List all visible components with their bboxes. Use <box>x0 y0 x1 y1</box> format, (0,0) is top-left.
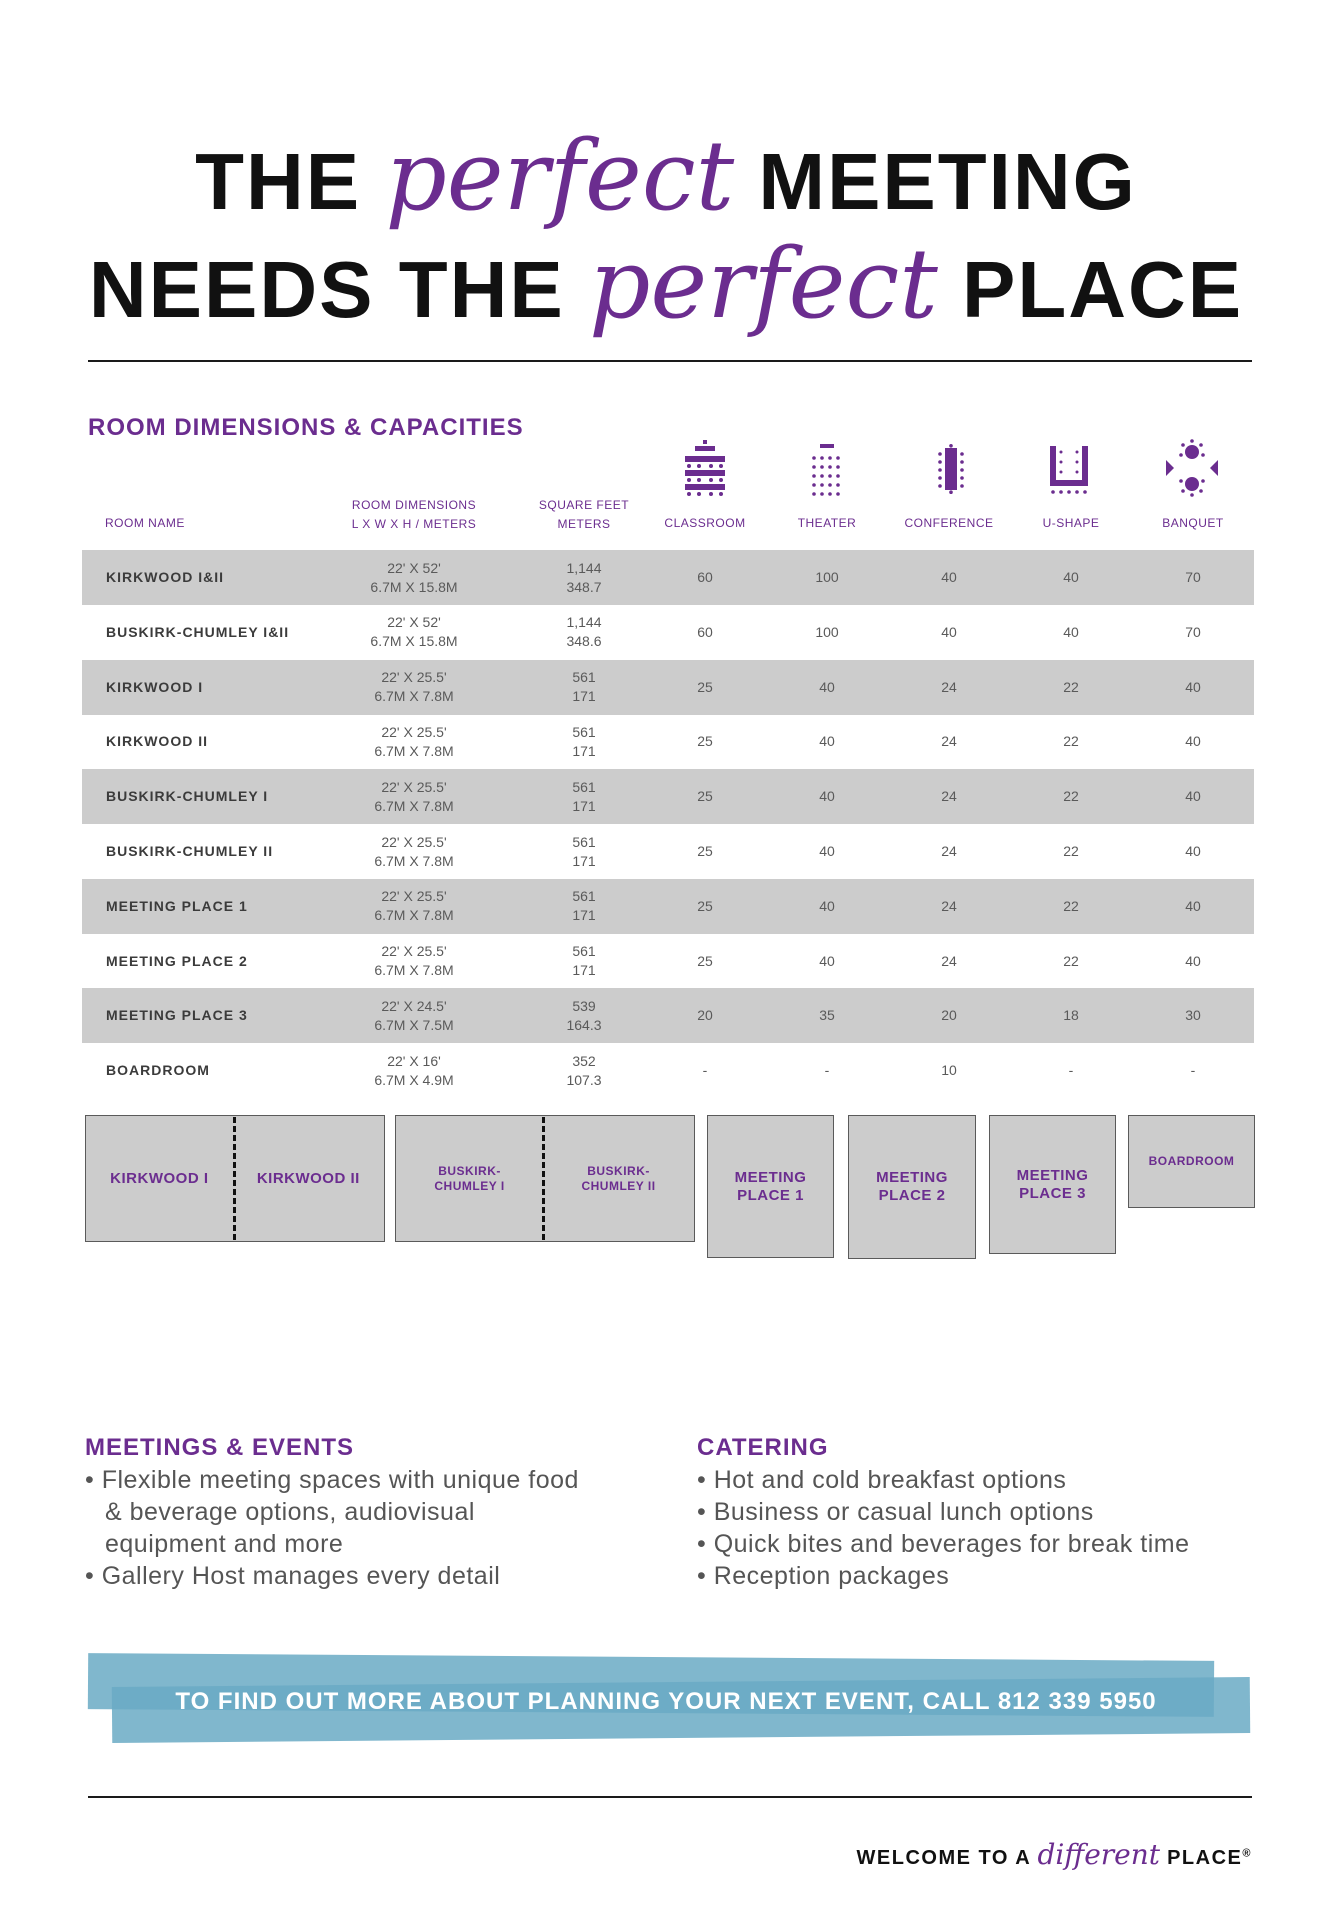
table-row <box>82 824 1254 879</box>
header-room-name: ROOM NAME <box>105 516 185 530</box>
conference-capacity-cell: 24 <box>941 788 957 805</box>
room-dimensions-cell <box>334 714 494 769</box>
ushape-capacity-cell: 22 <box>1063 897 1079 914</box>
conference-capacity-cell: 24 <box>941 678 957 695</box>
catering-list <box>697 1464 1257 1592</box>
dimension-meters: 6.7M X 15.8M <box>370 578 458 595</box>
square-feet-cell <box>524 988 644 1043</box>
room-name-cell: BUSKIRK-CHUMLEY I&II <box>106 623 290 640</box>
bottom-divider <box>88 1796 1252 1798</box>
square-feet-value: 561 <box>572 888 596 905</box>
header-theater: THEATER <box>797 516 857 530</box>
classroom-layout-icon <box>683 440 727 496</box>
classroom-capacity-cell: 25 <box>697 733 713 750</box>
ushape-capacity-cell: 22 <box>1063 733 1079 750</box>
room-dimensions-cell <box>334 605 494 660</box>
conference-capacity-cell: 10 <box>941 1062 957 1079</box>
square-feet-cell <box>524 879 644 934</box>
ushape-capacity-cell: - <box>1068 1062 1074 1079</box>
room-dimensions-cell <box>334 769 494 824</box>
table-row <box>82 1043 1254 1098</box>
dimension-meters: 6.7M X 4.9M <box>374 1071 454 1088</box>
ushape-capacity-cell: 40 <box>1063 623 1079 640</box>
room-name-cell: BOARDROOM <box>106 1062 210 1079</box>
theater-capacity-cell: - <box>824 1062 830 1079</box>
footer-text: PLACE <box>1167 1847 1243 1869</box>
header-text: METERS <box>557 517 611 531</box>
room-dimensions-cell <box>334 934 494 989</box>
room-dimensions-cell <box>334 660 494 715</box>
square-meters-value: 348.7 <box>566 578 602 595</box>
table-title: ROOM DIMENSIONS & CAPACITIES <box>88 414 524 441</box>
room-name-cell: MEETING PLACE 2 <box>106 952 248 969</box>
dimension-meters: 6.7M X 7.8M <box>374 907 454 924</box>
room-name-cell: KIRKWOOD I&II <box>106 569 224 585</box>
catering-item: • Business or casual lunch options <box>697 1498 1094 1526</box>
floorplan-meeting-place-3[interactable] <box>989 1115 1116 1254</box>
square-feet-value: 1,144 <box>566 559 602 576</box>
header-text: ROOM DIMENSIONS <box>351 498 477 512</box>
banquet-capacity-cell: 40 <box>1185 952 1201 969</box>
square-meters-value: 171 <box>572 907 596 924</box>
u-shape-layout-icon <box>1046 444 1092 494</box>
square-meters-value: 107.3 <box>566 1071 602 1088</box>
square-meters-value: 171 <box>572 742 596 759</box>
square-feet-cell <box>524 605 644 660</box>
table-row <box>82 769 1254 824</box>
theater-capacity-cell: 40 <box>819 952 835 969</box>
square-meters-value: 171 <box>572 797 596 814</box>
room-name-cell: KIRKWOOD I <box>106 678 204 695</box>
catering-title: CATERING <box>697 1434 829 1461</box>
square-feet-value: 1,144 <box>566 614 602 631</box>
square-feet-value: 561 <box>572 833 596 850</box>
ushape-capacity-cell: 18 <box>1063 1007 1079 1024</box>
banquet-capacity-cell: - <box>1190 1062 1196 1079</box>
header-conference: CONFERENCE <box>904 516 994 530</box>
footer-script-word: different <box>1037 1838 1161 1871</box>
dimension-feet: 22' X 25.5' <box>381 669 447 686</box>
conference-capacity-cell: 24 <box>941 897 957 914</box>
floorplan-meeting-place-1[interactable] <box>707 1115 834 1258</box>
room-name-cell: BUSKIRK-CHUMLEY II <box>106 843 274 859</box>
dimension-meters: 6.7M X 7.8M <box>374 797 454 814</box>
floorplan-kirkwood-1-label: KIRKWOOD I <box>110 1170 209 1187</box>
meetings-item: • Flexible meeting spaces with unique food & beverage options, audiovisual equipment and more <box>85 1466 579 1558</box>
table-row <box>82 605 1254 660</box>
conference-capacity-cell: 40 <box>941 623 957 640</box>
classroom-capacity-cell: 25 <box>697 952 713 969</box>
headline-word: THE <box>195 137 362 226</box>
catering-item: • Hot and cold breakfast options <box>697 1466 1067 1494</box>
dimension-feet: 22' X 25.5' <box>381 778 447 795</box>
header-room-dimensions <box>334 496 494 534</box>
room-name-cell: MEETING PLACE 1 <box>106 897 248 914</box>
table-row <box>82 988 1254 1043</box>
room-name-cell: BUSKIRK-CHUMLEY I <box>106 788 269 805</box>
ushape-capacity-cell: 22 <box>1063 952 1079 969</box>
classroom-capacity-cell: - <box>702 1062 708 1079</box>
header-classroom: CLASSROOM <box>664 516 746 530</box>
table-row <box>82 879 1254 934</box>
banquet-capacity-cell: 30 <box>1185 1007 1201 1024</box>
square-meters-value: 171 <box>572 688 596 705</box>
square-meters-value: 348.6 <box>566 633 602 650</box>
classroom-capacity-cell: 25 <box>697 678 713 695</box>
room-dimensions-cell <box>334 1043 494 1098</box>
top-divider <box>88 360 1252 362</box>
conference-capacity-cell: 24 <box>941 952 957 969</box>
banquet-capacity-cell: 70 <box>1185 569 1201 585</box>
square-feet-value: 352 <box>572 1052 596 1069</box>
classroom-capacity-cell: 25 <box>697 843 713 859</box>
dimension-feet: 22' X 52' <box>387 559 441 576</box>
meetings-list <box>85 1464 595 1592</box>
theater-capacity-cell: 40 <box>819 897 835 914</box>
table-row <box>82 660 1254 715</box>
square-feet-value: 561 <box>572 723 596 740</box>
theater-capacity-cell: 100 <box>815 569 839 585</box>
square-feet-value: 539 <box>572 997 596 1014</box>
catering-item: • Reception packages <box>697 1562 950 1590</box>
room-dimensions-cell <box>334 879 494 934</box>
theater-capacity-cell: 40 <box>819 788 835 805</box>
square-feet-value: 561 <box>572 943 596 960</box>
dimension-feet: 22' X 16' <box>387 1052 441 1069</box>
classroom-capacity-cell: 60 <box>697 623 713 640</box>
square-feet-cell <box>524 714 644 769</box>
theater-capacity-cell: 40 <box>819 843 835 859</box>
square-feet-value: 561 <box>572 778 596 795</box>
dimension-meters: 6.7M X 7.5M <box>374 1016 454 1033</box>
ushape-capacity-cell: 22 <box>1063 843 1079 859</box>
room-dimensions-cell <box>334 988 494 1043</box>
header-text: L X W X H / METERS <box>351 517 477 531</box>
floorplan-buskirk-chumley[interactable] <box>395 1115 695 1242</box>
header-banquet: BANQUET <box>1162 516 1224 530</box>
headline-script-word: perfect <box>385 120 735 232</box>
conference-layout-icon <box>937 444 965 494</box>
banquet-capacity-cell: 40 <box>1185 843 1201 859</box>
call-to-action-banner[interactable]: TO FIND OUT MORE ABOUT PLANNING YOUR NEXT EVENT, CALL 812 339 5950 <box>175 1688 1157 1715</box>
room-dimensions-cell <box>334 824 494 879</box>
meetings-item: • Gallery Host manages every detail <box>85 1562 501 1590</box>
floorplan-mp3-label: MEETING PLACE 3 <box>1016 1166 1089 1202</box>
square-meters-value: 171 <box>572 852 596 869</box>
partition-divider <box>542 1117 545 1240</box>
classroom-capacity-cell: 20 <box>697 1007 713 1024</box>
floorplan-boardroom[interactable] <box>1128 1115 1255 1208</box>
banquet-capacity-cell: 40 <box>1185 788 1201 805</box>
classroom-capacity-cell: 60 <box>697 569 713 585</box>
banquet-capacity-cell: 40 <box>1185 678 1201 695</box>
partition-divider <box>233 1117 236 1240</box>
conference-capacity-cell: 24 <box>941 733 957 750</box>
square-feet-cell <box>524 769 644 824</box>
floorplan-buskirk-1-label: BUSKIRK- CHUMLEY I <box>434 1163 505 1193</box>
catering-item: • Quick bites and beverages for break time <box>697 1530 1190 1558</box>
registered-mark: ® <box>1242 1847 1252 1860</box>
headline-word: PLACE <box>962 245 1244 334</box>
square-feet-cell <box>524 1043 644 1098</box>
theater-capacity-cell: 40 <box>819 678 835 695</box>
square-feet-cell <box>524 660 644 715</box>
dimension-meters: 6.7M X 7.8M <box>374 688 454 705</box>
banquet-capacity-cell: 40 <box>1185 897 1201 914</box>
ushape-capacity-cell: 22 <box>1063 788 1079 805</box>
dimension-feet: 22' X 25.5' <box>381 943 447 960</box>
floorplan-buskirk-2-label: BUSKIRK- CHUMLEY II <box>581 1163 656 1193</box>
square-feet-value: 561 <box>572 669 596 686</box>
theater-layout-icon <box>810 444 844 496</box>
dimension-meters: 6.7M X 7.8M <box>374 742 454 759</box>
banquet-capacity-cell: 70 <box>1185 623 1201 640</box>
ushape-capacity-cell: 22 <box>1063 678 1079 695</box>
banquet-layout-icon <box>1164 438 1220 498</box>
floorplan-mp2-label: MEETING PLACE 2 <box>876 1169 948 1204</box>
floorplan-boardroom-label: BOARDROOM <box>1148 1154 1235 1168</box>
conference-capacity-cell: 20 <box>941 1007 957 1024</box>
theater-capacity-cell: 100 <box>815 623 839 640</box>
dimension-meters: 6.7M X 7.8M <box>374 962 454 979</box>
floorplan-meeting-place-2[interactable] <box>848 1115 976 1259</box>
table-row <box>82 714 1254 769</box>
headline-script-word: perfect <box>588 228 938 340</box>
square-meters-value: 171 <box>572 962 596 979</box>
dimension-meters: 6.7M X 15.8M <box>370 633 458 650</box>
theater-capacity-cell: 40 <box>819 733 835 750</box>
footer-text: WELCOME TO A <box>856 1847 1031 1869</box>
dimension-meters: 6.7M X 7.8M <box>374 852 454 869</box>
room-name-cell: MEETING PLACE 3 <box>106 1007 248 1024</box>
theater-capacity-cell: 35 <box>819 1007 835 1024</box>
header-square-feet <box>524 496 644 534</box>
room-name-cell: KIRKWOOD II <box>106 733 208 750</box>
room-dimensions-cell <box>334 550 494 605</box>
footer-tagline <box>857 1838 1252 1871</box>
table-row <box>82 934 1254 989</box>
meetings-title: MEETINGS & EVENTS <box>85 1434 355 1461</box>
square-feet-cell <box>524 550 644 605</box>
dimension-feet: 22' X 52' <box>387 614 441 631</box>
conference-capacity-cell: 24 <box>941 843 957 859</box>
floorplan-mp1-label: MEETING PLACE 1 <box>734 1168 807 1204</box>
conference-capacity-cell: 40 <box>941 569 957 585</box>
dimension-feet: 22' X 24.5' <box>381 997 447 1014</box>
classroom-capacity-cell: 25 <box>697 788 713 805</box>
dimension-feet: 22' X 25.5' <box>381 723 447 740</box>
square-meters-value: 164.3 <box>566 1016 602 1033</box>
floorplan-kirkwood-2-label: KIRKWOOD II <box>256 1170 360 1187</box>
headline-line-2 <box>0 228 1332 340</box>
classroom-capacity-cell: 25 <box>697 897 713 914</box>
header-text: SQUARE FEET <box>538 498 630 512</box>
header-u-shape: U-SHAPE <box>1042 516 1100 530</box>
table-row <box>82 550 1254 605</box>
dimension-feet: 22' X 25.5' <box>381 833 447 850</box>
headline-word: MEETING <box>758 137 1137 226</box>
headline-line-1 <box>0 120 1332 232</box>
headline-word: NEEDS THE <box>88 245 565 334</box>
ushape-capacity-cell: 40 <box>1063 569 1079 585</box>
banquet-capacity-cell: 40 <box>1185 733 1201 750</box>
square-feet-cell <box>524 824 644 879</box>
dimension-feet: 22' X 25.5' <box>381 888 447 905</box>
square-feet-cell <box>524 934 644 989</box>
